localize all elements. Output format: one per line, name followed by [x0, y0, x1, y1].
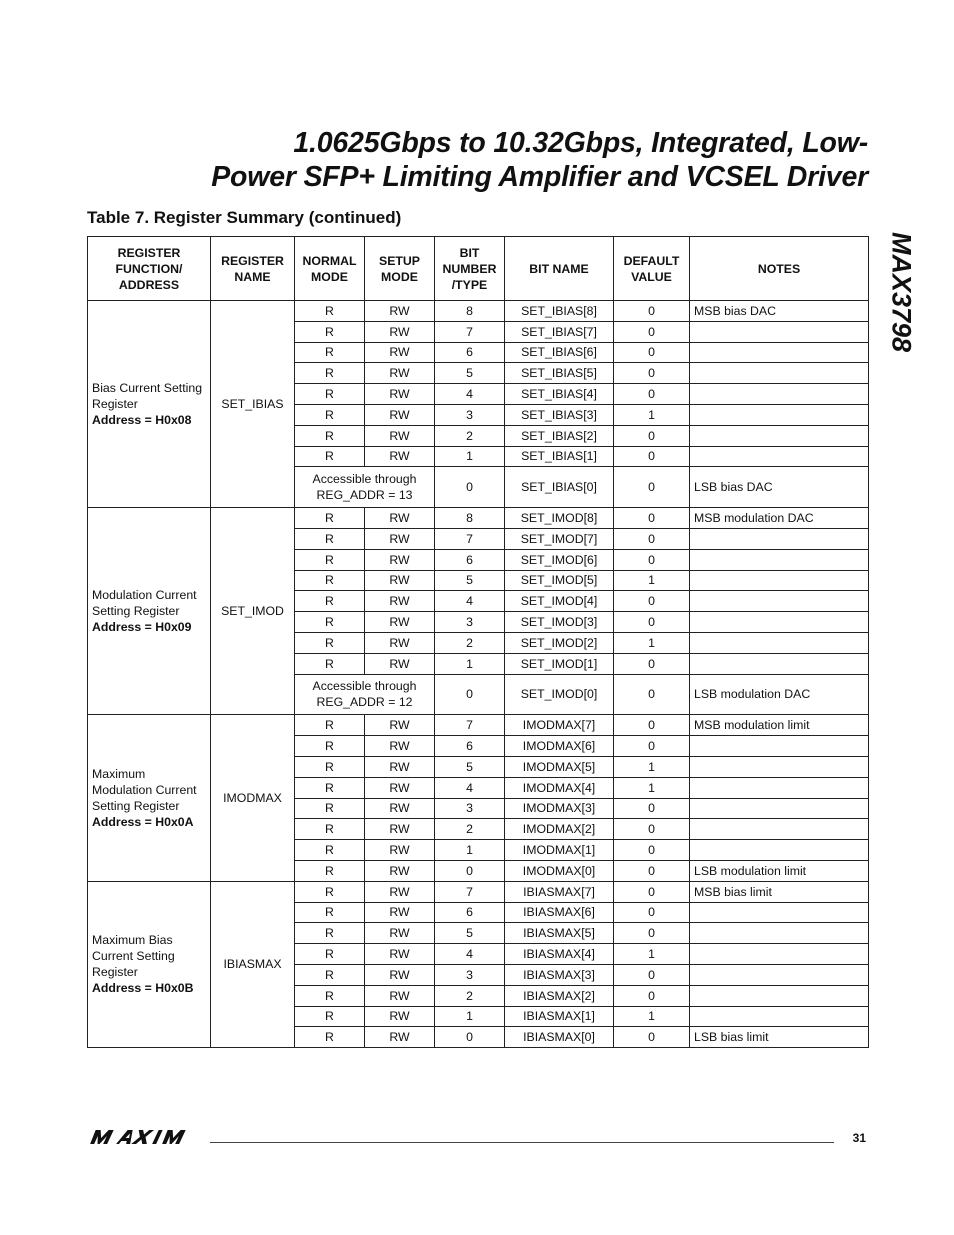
bit-name-cell: SET_IMOD[3]: [505, 612, 614, 633]
logo-text: MAXIM: [88, 1129, 92, 1130]
bit-name-cell: IBIASMAX[0]: [505, 1027, 614, 1048]
normal-mode-cell: R: [295, 653, 365, 674]
notes-cell: [690, 964, 869, 985]
bit-number-cell: 7: [435, 528, 505, 549]
bit-number-cell: 5: [435, 923, 505, 944]
notes-cell: [690, 632, 869, 653]
setup-mode-cell: RW: [365, 715, 435, 736]
table-caption: Table 7. Register Summary (continued): [87, 208, 402, 227]
bit-number-cell: 4: [435, 384, 505, 405]
default-value-cell: 0: [614, 819, 690, 840]
bit-name-cell: IBIASMAX[3]: [505, 964, 614, 985]
bit-number-cell: 0: [435, 1027, 505, 1048]
bit-number-cell: 1: [435, 840, 505, 861]
bit-number-cell: 5: [435, 363, 505, 384]
default-value-cell: 0: [614, 881, 690, 902]
bit-name-cell: IMODMAX[5]: [505, 756, 614, 777]
column-header: REGISTER NAME: [211, 237, 295, 301]
normal-mode-cell: R: [295, 944, 365, 965]
normal-mode-cell: R: [295, 384, 365, 405]
bit-name-cell: IMODMAX[0]: [505, 860, 614, 881]
notes-cell: [690, 944, 869, 965]
notes-cell: [690, 342, 869, 363]
bit-name-cell: SET_IBIAS[2]: [505, 425, 614, 446]
default-value-cell: 1: [614, 777, 690, 798]
bit-number-cell: 5: [435, 756, 505, 777]
notes-cell: [690, 902, 869, 923]
notes-cell: [690, 404, 869, 425]
setup-mode-cell: RW: [365, 384, 435, 405]
table-header-row: [88, 237, 869, 301]
notes-cell: [690, 985, 869, 1006]
normal-mode-cell: R: [295, 363, 365, 384]
notes-cell: LSB modulation DAC: [690, 674, 869, 715]
default-value-cell: 0: [614, 902, 690, 923]
default-value-cell: 0: [614, 674, 690, 715]
normal-mode-cell: R: [295, 902, 365, 923]
setup-mode-cell: RW: [365, 777, 435, 798]
notes-cell: [690, 570, 869, 591]
default-value-cell: 1: [614, 756, 690, 777]
setup-mode-cell: RW: [365, 840, 435, 861]
bit-name-cell: SET_IMOD[6]: [505, 549, 614, 570]
notes-cell: [690, 425, 869, 446]
normal-mode-cell: R: [295, 301, 365, 322]
default-value-cell: 1: [614, 944, 690, 965]
setup-mode-cell: RW: [365, 902, 435, 923]
notes-cell: [690, 549, 869, 570]
bit-name-cell: SET_IBIAS[4]: [505, 384, 614, 405]
bit-number-cell: 2: [435, 819, 505, 840]
column-header: SETUP MODE: [365, 237, 435, 301]
table-row: [88, 881, 869, 902]
notes-cell: [690, 798, 869, 819]
register-function-text: Maximum Modulation Current Setting Register: [92, 767, 197, 814]
bit-name-cell: IMODMAX[6]: [505, 736, 614, 757]
normal-mode-cell: R: [295, 342, 365, 363]
table-body: [88, 301, 869, 1048]
normal-mode-cell: R: [295, 1006, 365, 1027]
bit-number-cell: 3: [435, 612, 505, 633]
normal-mode-cell: R: [295, 528, 365, 549]
document-title: [0, 126, 868, 194]
maxim-logo: [88, 1129, 200, 1145]
normal-mode-cell: R: [295, 777, 365, 798]
setup-mode-cell: RW: [365, 446, 435, 467]
register-function-text: Bias Current Setting Register: [92, 381, 203, 412]
bit-name-cell: IMODMAX[3]: [505, 798, 614, 819]
bit-number-cell: 0: [435, 674, 505, 715]
bit-name-cell: SET_IBIAS[8]: [505, 301, 614, 322]
default-value-cell: 1: [614, 404, 690, 425]
notes-cell: [690, 321, 869, 342]
notes-cell: [690, 1006, 869, 1027]
bit-name-cell: SET_IBIAS[3]: [505, 404, 614, 425]
bit-number-cell: 6: [435, 736, 505, 757]
bit-name-cell: IMODMAX[4]: [505, 777, 614, 798]
notes-cell: MSB bias DAC: [690, 301, 869, 322]
register-function-cell: [88, 881, 211, 1047]
normal-mode-cell: R: [295, 549, 365, 570]
register-summary-table: [87, 236, 869, 1048]
notes-cell: [690, 736, 869, 757]
normal-mode-cell: R: [295, 508, 365, 529]
default-value-cell: 1: [614, 632, 690, 653]
notes-cell: [690, 612, 869, 633]
notes-cell: [690, 777, 869, 798]
default-value-cell: 0: [614, 1027, 690, 1048]
bit-number-cell: 0: [435, 467, 505, 508]
setup-mode-cell: RW: [365, 528, 435, 549]
normal-mode-cell: R: [295, 321, 365, 342]
bit-name-cell: SET_IMOD[1]: [505, 653, 614, 674]
setup-mode-cell: RW: [365, 798, 435, 819]
normal-mode-cell: R: [295, 819, 365, 840]
register-address-text: Address = H0x08: [92, 413, 192, 428]
default-value-cell: 0: [614, 384, 690, 405]
setup-mode-cell: RW: [365, 632, 435, 653]
bit-number-cell: 6: [435, 342, 505, 363]
normal-mode-cell: R: [295, 840, 365, 861]
setup-mode-cell: RW: [365, 404, 435, 425]
notes-cell: LSB bias limit: [690, 1027, 869, 1048]
bit-name-cell: IBIASMAX[4]: [505, 944, 614, 965]
notes-cell: [690, 384, 869, 405]
bit-name-cell: IBIASMAX[6]: [505, 902, 614, 923]
setup-mode-cell: RW: [365, 301, 435, 322]
bit-number-cell: 1: [435, 1006, 505, 1027]
bit-number-cell: 3: [435, 404, 505, 425]
bit-number-cell: 4: [435, 944, 505, 965]
bit-name-cell: SET_IBIAS[5]: [505, 363, 614, 384]
bit-number-cell: 7: [435, 881, 505, 902]
bit-name-cell: IBIASMAX[7]: [505, 881, 614, 902]
bit-name-cell: IMODMAX[7]: [505, 715, 614, 736]
column-header: BIT NAME: [505, 237, 614, 301]
normal-mode-cell: R: [295, 425, 365, 446]
default-value-cell: 0: [614, 549, 690, 570]
normal-mode-cell: R: [295, 923, 365, 944]
normal-mode-cell: R: [295, 715, 365, 736]
register-address-text: Address = H0x09: [92, 620, 192, 635]
column-header: DEFAULT VALUE: [614, 237, 690, 301]
default-value-cell: 0: [614, 528, 690, 549]
bit-number-cell: 4: [435, 591, 505, 612]
notes-cell: [690, 819, 869, 840]
bit-name-cell: SET_IMOD[0]: [505, 674, 614, 715]
bit-name-cell: SET_IMOD[8]: [505, 508, 614, 529]
bit-number-cell: 3: [435, 964, 505, 985]
notes-cell: LSB modulation limit: [690, 860, 869, 881]
bit-number-cell: 6: [435, 902, 505, 923]
bit-number-cell: 8: [435, 301, 505, 322]
setup-mode-cell: RW: [365, 860, 435, 881]
register-name-cell: SET_IBIAS: [211, 301, 295, 508]
notes-cell: [690, 756, 869, 777]
register-address-text: Address = H0x0A: [92, 815, 194, 830]
register-name-cell: IBIASMAX: [211, 881, 295, 1047]
bit-name-cell: SET_IBIAS[6]: [505, 342, 614, 363]
bit-name-cell: IBIASMAX[2]: [505, 985, 614, 1006]
accessible-note-cell: Accessible through REG_ADDR = 13: [295, 467, 435, 508]
setup-mode-cell: RW: [365, 549, 435, 570]
default-value-cell: 0: [614, 446, 690, 467]
setup-mode-cell: RW: [365, 1006, 435, 1027]
setup-mode-cell: RW: [365, 570, 435, 591]
default-value-cell: 0: [614, 736, 690, 757]
normal-mode-cell: R: [295, 612, 365, 633]
setup-mode-cell: RW: [365, 964, 435, 985]
setup-mode-cell: RW: [365, 756, 435, 777]
setup-mode-cell: RW: [365, 363, 435, 384]
bit-number-cell: 2: [435, 632, 505, 653]
bit-number-cell: 7: [435, 715, 505, 736]
default-value-cell: 0: [614, 964, 690, 985]
page-footer: [88, 1127, 868, 1149]
setup-mode-cell: RW: [365, 342, 435, 363]
setup-mode-cell: RW: [365, 881, 435, 902]
register-function-cell: [88, 508, 211, 715]
bit-name-cell: SET_IBIAS[0]: [505, 467, 614, 508]
default-value-cell: 0: [614, 798, 690, 819]
table-row: [88, 508, 869, 529]
notes-cell: [690, 446, 869, 467]
bit-name-cell: SET_IBIAS[1]: [505, 446, 614, 467]
accessible-note-cell: Accessible through REG_ADDR = 12: [295, 674, 435, 715]
notes-cell: [690, 591, 869, 612]
normal-mode-cell: R: [295, 985, 365, 1006]
setup-mode-cell: RW: [365, 612, 435, 633]
default-value-cell: 0: [614, 860, 690, 881]
document-title-line-1: 1.0625Gbps to 10.32Gbps, Integrated, Low-: [293, 127, 868, 159]
setup-mode-cell: RW: [365, 1027, 435, 1048]
default-value-cell: 0: [614, 985, 690, 1006]
bit-number-cell: 0: [435, 860, 505, 881]
normal-mode-cell: R: [295, 446, 365, 467]
register-name-cell: IMODMAX: [211, 715, 295, 881]
normal-mode-cell: R: [295, 860, 365, 881]
register-function-cell: [88, 715, 211, 881]
default-value-cell: 1: [614, 1006, 690, 1027]
bit-number-cell: 1: [435, 446, 505, 467]
setup-mode-cell: RW: [365, 425, 435, 446]
bit-number-cell: 2: [435, 425, 505, 446]
bit-number-cell: 6: [435, 549, 505, 570]
bit-number-cell: 1: [435, 653, 505, 674]
setup-mode-cell: RW: [365, 591, 435, 612]
bit-number-cell: 8: [435, 508, 505, 529]
bit-name-cell: SET_IMOD[7]: [505, 528, 614, 549]
document-title-line-2: Power SFP+ Limiting Amplifier and VCSEL Driver: [211, 161, 868, 193]
default-value-cell: 0: [614, 653, 690, 674]
default-value-cell: 0: [614, 363, 690, 384]
setup-mode-cell: RW: [365, 321, 435, 342]
notes-cell: MSB modulation limit: [690, 715, 869, 736]
register-function-cell: [88, 301, 211, 508]
default-value-cell: 0: [614, 301, 690, 322]
notes-cell: LSB bias DAC: [690, 467, 869, 508]
bit-name-cell: IBIASMAX[5]: [505, 923, 614, 944]
default-value-cell: 1: [614, 570, 690, 591]
bit-name-cell: IBIASMAX[1]: [505, 1006, 614, 1027]
notes-cell: [690, 653, 869, 674]
bit-name-cell: IMODMAX[1]: [505, 840, 614, 861]
normal-mode-cell: R: [295, 736, 365, 757]
register-address-text: Address = H0x0B: [92, 981, 194, 996]
bit-name-cell: SET_IMOD[5]: [505, 570, 614, 591]
footer-rule: [210, 1142, 834, 1143]
setup-mode-cell: RW: [365, 819, 435, 840]
notes-cell: [690, 528, 869, 549]
notes-cell: [690, 840, 869, 861]
normal-mode-cell: R: [295, 570, 365, 591]
notes-cell: MSB bias limit: [690, 881, 869, 902]
default-value-cell: 0: [614, 591, 690, 612]
bit-name-cell: SET_IBIAS[7]: [505, 321, 614, 342]
bit-name-cell: SET_IMOD[2]: [505, 632, 614, 653]
part-number-text: MAX3798: [886, 231, 917, 353]
column-header: BIT NUMBER /TYPE: [435, 237, 505, 301]
normal-mode-cell: R: [295, 964, 365, 985]
default-value-cell: 0: [614, 923, 690, 944]
table-row: [88, 301, 869, 322]
default-value-cell: 0: [614, 508, 690, 529]
default-value-cell: 0: [614, 715, 690, 736]
setup-mode-cell: RW: [365, 985, 435, 1006]
default-value-cell: 0: [614, 612, 690, 633]
normal-mode-cell: R: [295, 1027, 365, 1048]
normal-mode-cell: R: [295, 881, 365, 902]
setup-mode-cell: RW: [365, 653, 435, 674]
column-header: NORMAL MODE: [295, 237, 365, 301]
bit-name-cell: IMODMAX[2]: [505, 819, 614, 840]
default-value-cell: 0: [614, 840, 690, 861]
bit-number-cell: 7: [435, 321, 505, 342]
bit-number-cell: 4: [435, 777, 505, 798]
notes-cell: MSB modulation DAC: [690, 508, 869, 529]
default-value-cell: 0: [614, 321, 690, 342]
setup-mode-cell: RW: [365, 944, 435, 965]
setup-mode-cell: RW: [365, 923, 435, 944]
default-value-cell: 0: [614, 467, 690, 508]
normal-mode-cell: R: [295, 591, 365, 612]
column-header: NOTES: [690, 237, 869, 301]
normal-mode-cell: R: [295, 756, 365, 777]
register-name-cell: SET_IMOD: [211, 508, 295, 715]
register-function-text: Modulation Current Setting Register: [92, 588, 197, 619]
default-value-cell: 0: [614, 342, 690, 363]
bit-number-cell: 2: [435, 985, 505, 1006]
notes-cell: [690, 363, 869, 384]
bit-number-cell: 3: [435, 798, 505, 819]
setup-mode-cell: RW: [365, 736, 435, 757]
page-number: 31: [852, 1131, 866, 1145]
normal-mode-cell: R: [295, 404, 365, 425]
notes-cell: [690, 923, 869, 944]
default-value-cell: 0: [614, 425, 690, 446]
normal-mode-cell: R: [295, 798, 365, 819]
column-header: REGISTER FUNCTION/ ADDRESS: [88, 237, 211, 301]
normal-mode-cell: R: [295, 632, 365, 653]
setup-mode-cell: RW: [365, 508, 435, 529]
bit-name-cell: SET_IMOD[4]: [505, 591, 614, 612]
register-function-text: Maximum Bias Current Setting Register: [92, 933, 175, 980]
table-row: [88, 715, 869, 736]
bit-number-cell: 5: [435, 570, 505, 591]
